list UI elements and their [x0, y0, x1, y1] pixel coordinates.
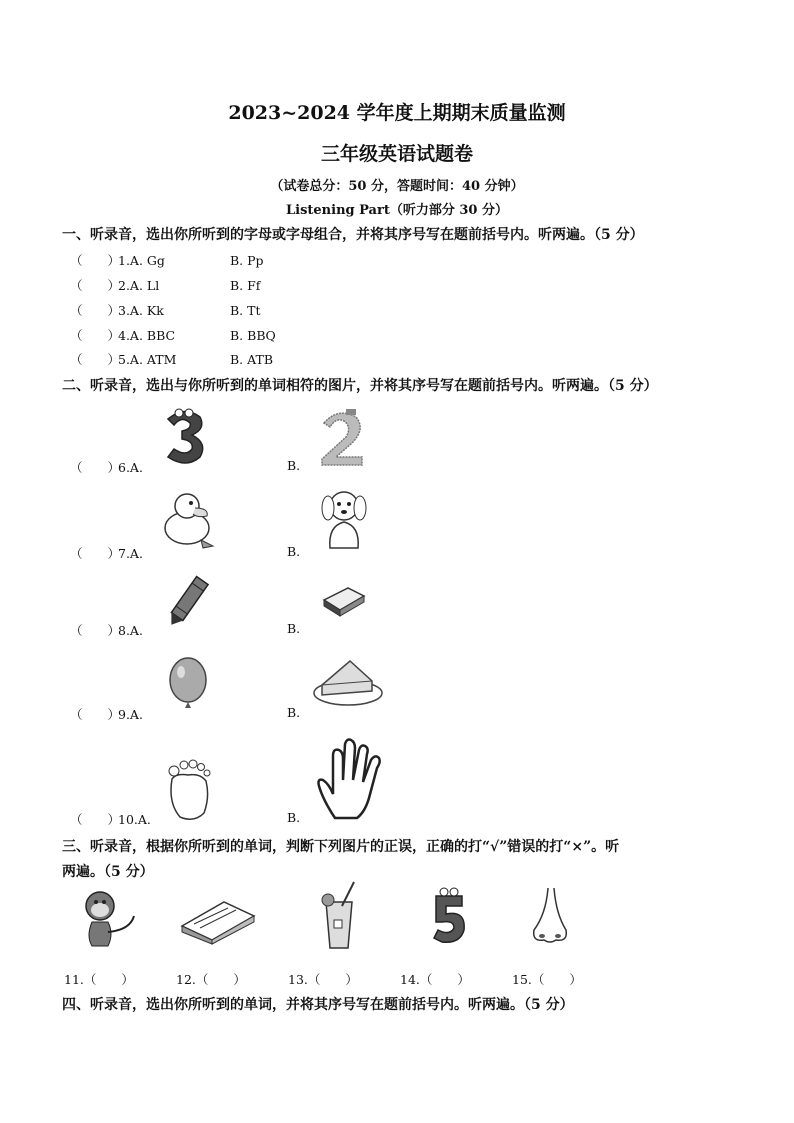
- question-row: [70, 276, 260, 294]
- option-b: B.: [287, 458, 301, 473]
- option-a: 10.A.: [118, 812, 151, 827]
- section3-instruction-line2: 两遍。（5 分）: [62, 864, 154, 880]
- dog-picture: [318, 486, 370, 552]
- option-b: B.: [287, 544, 301, 559]
- question-row: [70, 458, 143, 476]
- question-row: [70, 621, 143, 639]
- juice-picture: [314, 880, 364, 952]
- crayon-picture: [163, 570, 213, 632]
- cake-picture: [310, 655, 384, 711]
- question-row: [70, 544, 143, 562]
- option-a: 7.A.: [118, 546, 143, 561]
- number-three-picture: [160, 405, 210, 467]
- option-a: 5.A. ATM: [118, 352, 177, 367]
- question-row: [70, 301, 261, 319]
- answer-blank[interactable]: （ ）: [70, 707, 121, 722]
- question-row: [70, 251, 264, 269]
- option-b: B. Tt: [230, 303, 261, 318]
- number-five-picture: [428, 886, 470, 946]
- section4-instruction: 四、听录音，选出你所听到的单词，并将其序号写在题前括号内。听两遍。（5 分）: [62, 997, 574, 1013]
- question-row: [70, 326, 276, 344]
- option-b: B. Ff: [230, 278, 261, 293]
- option-b: B.: [287, 621, 301, 636]
- nose-picture: [526, 884, 576, 948]
- option-a: 4.A. BBC: [118, 328, 176, 343]
- answer-blank[interactable]: 14.（ ）: [400, 972, 470, 987]
- exam-meta: （试卷总分：50 分，答题时间：40 分钟）: [270, 179, 524, 194]
- listening-part-heading: Listening Part（听力部分 30 分）: [286, 203, 508, 218]
- answer-blank[interactable]: 12.（ ）: [176, 972, 246, 987]
- duck-picture: [157, 488, 223, 554]
- answer-blank[interactable]: 15.（ ）: [512, 972, 582, 987]
- option-a: 2.A. Ll: [118, 278, 160, 293]
- answer-blank[interactable]: （ ）: [70, 253, 121, 268]
- answer-blank[interactable]: （ ）: [70, 303, 121, 318]
- question-row: [70, 350, 273, 368]
- section1-instruction: 一、听录音，选出你所听到的字母或字母组合，并将其序号写在题前括号内。听两遍。（5 分）: [62, 227, 644, 243]
- hand-picture: [313, 738, 387, 822]
- answer-blank[interactable]: 11.（ ）: [64, 972, 134, 987]
- eraser-picture: [318, 580, 370, 620]
- option-a: 9.A.: [118, 707, 143, 722]
- answer-blank[interactable]: （ ）: [70, 623, 121, 638]
- option-b: B.: [287, 705, 301, 720]
- pencil-box-picture: [178, 892, 258, 946]
- answer-blank[interactable]: （ ）: [70, 352, 121, 367]
- option-b: B.: [287, 810, 301, 825]
- balloon-picture: [166, 656, 212, 714]
- foot-picture: [160, 753, 216, 823]
- question-row: [70, 705, 143, 723]
- exam-subtitle: 三年级英语试题卷: [320, 143, 473, 165]
- monkey-picture: [74, 886, 142, 952]
- answer-blank[interactable]: （ ）: [70, 278, 121, 293]
- answer-blank[interactable]: （ ）: [70, 546, 121, 561]
- option-b: B. BBQ: [230, 328, 276, 343]
- option-a: 3.A. Kk: [118, 303, 164, 318]
- answer-blank[interactable]: 13.（ ）: [288, 972, 358, 987]
- section2-instruction: 二、听录音，选出与你所听到的单词相符的图片，并将其序号写在题前括号内。听两遍。（5 分）: [62, 378, 658, 394]
- exam-title: 2023~2024 学年度上期期末质量监测: [228, 102, 566, 124]
- option-a: 6.A.: [118, 460, 143, 475]
- option-a: 1.A. Gg: [118, 253, 165, 268]
- option-b: B. ATB: [230, 352, 273, 367]
- answer-blank[interactable]: （ ）: [70, 812, 121, 827]
- answer-blank[interactable]: （ ）: [70, 328, 121, 343]
- answer-blank[interactable]: （ ）: [70, 460, 121, 475]
- section3-instruction-line1: 三、听录音，根据你所听到的单词，判断下列图片的正误，正确的打“√”错误的打“×”。听: [62, 839, 620, 855]
- option-a: 8.A.: [118, 623, 143, 638]
- option-b: B. Pp: [230, 253, 264, 268]
- number-two-picture: [316, 405, 368, 467]
- question-row: [70, 810, 151, 828]
